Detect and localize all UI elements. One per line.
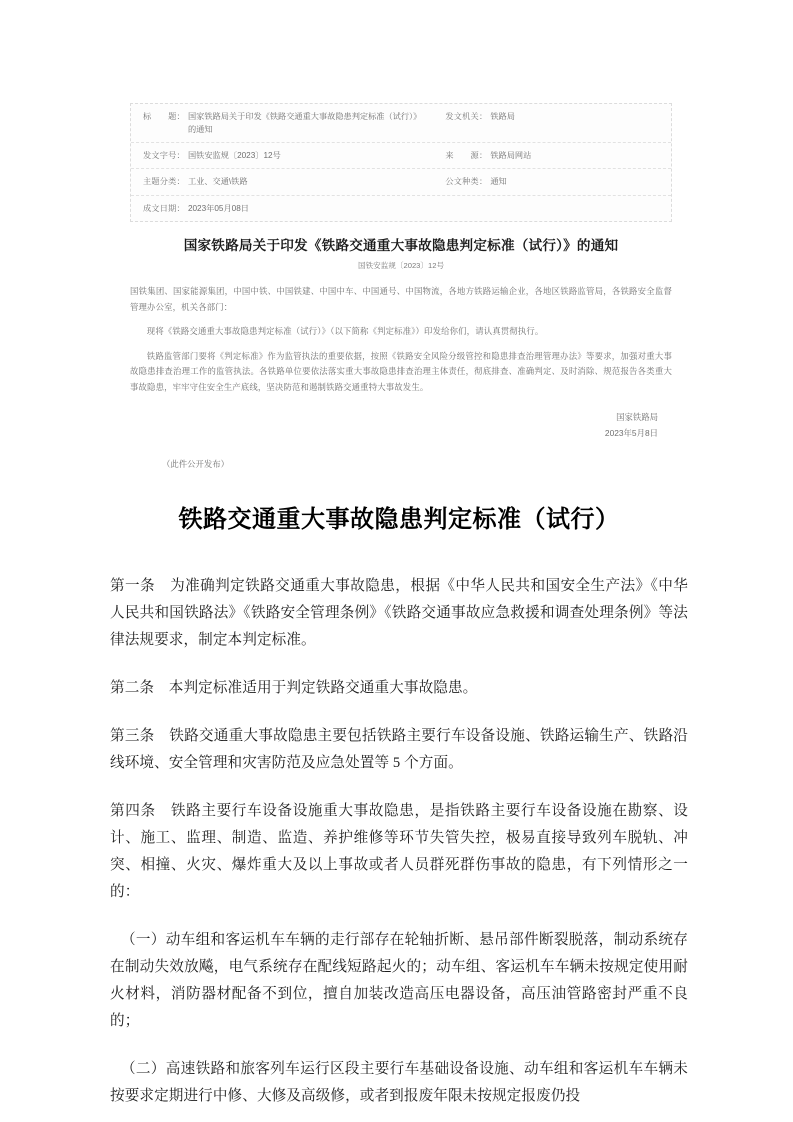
metadata-value: 通知 xyxy=(490,177,507,186)
article-4-item-2: （二）高速铁路和旅客列车运行区段主要行车基础设备设施、动车组和客运机车车辆未按要求定期进行中修、大修及高级修，或者到报废年限未按规定报废仍投 xyxy=(110,1061,688,1104)
article-1: 第一条 为准确判定铁路交通重大事故隐患，根据《中华人民共和国安全生产法》《中华人民共和国铁路法》《铁路安全管理条例》《铁路交通事故应急救援和调查处理条例》等法律法规要求，制定本判定标准。 xyxy=(110,578,688,648)
metadata-value: 工业、交通\铁路 xyxy=(187,177,248,186)
metadata-cell-document-number xyxy=(131,149,433,162)
metadata-cell-document-type xyxy=(433,175,671,188)
metadata-label: 来 源： xyxy=(445,151,488,160)
notice-paragraph-1: 现将《铁路交通重大事故隐患判定标准（试行）》（以下简称《判定标准》）印发给你们，请认真贯彻执行。 xyxy=(146,326,544,336)
notice-signer: 国家铁路局 xyxy=(616,412,658,422)
metadata-label: 主题分类： xyxy=(143,177,185,186)
notice-document-number: 国铁安监规〔2023〕12号 xyxy=(357,261,445,270)
notice-section xyxy=(130,236,672,472)
metadata-cell-issuing-agency xyxy=(433,110,671,123)
notice-paragraph-2: 铁路监管部门要将《判定标准》作为监管执法的重要依据，按照《铁路安全风险分级管控和隐患排查治理管理办法》等要求，加强对重大事故隐患排查治理工作的监管执法。各铁路单位要依法落实重大事故隐患排查治理主体责任，彻底排查、准确判定、及时消除、规范报告各类重大事故隐患，牢牢守住安全生产底线，坚决防范和遏制铁路交通重特大事故发生。 xyxy=(130,350,672,392)
notice-signature-block xyxy=(130,409,672,441)
metadata-label: 公文种类： xyxy=(445,177,488,186)
metadata-label: 发文机关： xyxy=(445,112,488,121)
metadata-cell-subject-category xyxy=(131,175,433,189)
metadata-value: 铁路局 xyxy=(490,112,515,121)
table-row xyxy=(131,104,671,143)
table-row xyxy=(131,196,671,221)
metadata-cell-source xyxy=(433,149,671,162)
article-3: 第三条 铁路交通重大事故隐患主要包括铁路主要行车设备设施、铁路运输生产、铁路沿线环境、安全管理和灾害防范及应急处置等 5 个方面。 xyxy=(110,728,688,771)
table-row xyxy=(131,143,671,169)
metadata-label: 标 题： xyxy=(143,112,185,121)
metadata-value: 2023年05月08日 xyxy=(187,204,249,213)
metadata-label: 成文日期： xyxy=(143,204,185,213)
metadata-label: 发文字号： xyxy=(143,151,185,160)
table-row xyxy=(131,169,671,196)
document-metadata-table xyxy=(130,103,672,222)
metadata-value: 国家铁路局关于印发《铁路交通重大事故隐患判定标准（试行）》的通知 xyxy=(187,112,422,134)
notice-title: 国家铁路局关于印发《铁路交通重大事故隐患判定标准（试行）》的通知 xyxy=(183,238,619,253)
notice-public-release-note: （此件公开发布） xyxy=(162,459,229,469)
page-title: 铁路交通重大事故隐患判定标准（试行） xyxy=(178,507,620,533)
notice-addressee: 国铁集团、国家能源集团，中国中铁、中国铁建、中国中车、中国通号、中国物流，各地方铁路运输企业，各地区铁路监管局，各铁路安全监督管理办公室，机关各部门： xyxy=(130,286,672,312)
metadata-cell-effective-date xyxy=(131,202,433,215)
article-4-item-1: （一）动车组和客运机车车辆的走行部存在轮轴折断、悬吊部件断裂脱落，制动系统存在制动失效放飚，电气系统存在配线短路起火的；动车组、客运机车车辆未按规定使用耐火材料，消防器材配备不到位，擅自加装改造高压电器设备，高压油管路密封严重不良的； xyxy=(110,932,688,1029)
notice-sign-date: 2023年5月8日 xyxy=(604,428,658,438)
metadata-value: 国铁安监规〔2023〕12号 xyxy=(187,151,281,160)
standard-section xyxy=(110,500,688,1110)
article-4: 第四条 铁路主要行车设备设施重大事故隐患，是指铁路主要行车设备设施在勘察、设计、施工、监理、制造、监造、养护维修等环节失管失控，极易直接导致列车脱轨、冲突、相撞、火灾、爆炸重大及以上事故或者人员群死群伤事故的隐患，有下列情形之一的： xyxy=(110,803,688,900)
article-2: 第二条 本判定标准适用于判定铁路交通重大事故隐患。 xyxy=(110,680,478,696)
metadata-value: 铁路局网站 xyxy=(490,151,532,160)
metadata-cell-title xyxy=(131,110,433,136)
